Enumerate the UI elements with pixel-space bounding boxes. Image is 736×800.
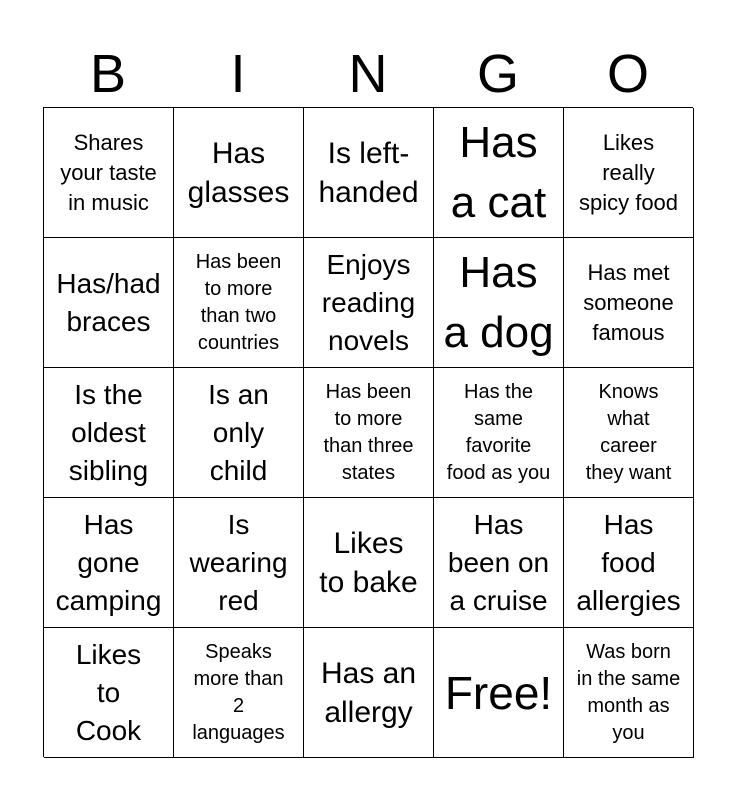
bingo-square[interactable]	[434, 368, 564, 498]
bingo-square[interactable]	[304, 238, 434, 368]
bingo-square-label: Is an only child	[208, 378, 269, 486]
bingo-square-label: Is the oldest sibling	[68, 378, 149, 486]
header-letter-o: O	[606, 44, 649, 104]
bingo-square[interactable]	[564, 108, 694, 238]
bingo-square-label: Speaks more than 2 languages	[192, 640, 285, 744]
bingo-square-label: Has met someone famous	[583, 259, 674, 345]
bingo-square-label: Has an allergy	[320, 656, 417, 729]
bingo-card-grid	[43, 107, 693, 757]
bingo-square-label: Is left- handed	[318, 136, 419, 209]
bingo-square[interactable]	[304, 108, 434, 238]
bingo-square-label: Has been on a cruise	[447, 508, 550, 616]
bingo-square[interactable]	[174, 628, 304, 758]
bingo-square-label: Is wearing red	[189, 508, 288, 616]
bingo-square[interactable]	[564, 498, 694, 628]
bingo-square[interactable]	[174, 498, 304, 628]
bingo-square[interactable]	[564, 238, 694, 368]
bingo-square[interactable]	[564, 628, 694, 758]
bingo-square[interactable]	[174, 238, 304, 368]
bingo-square[interactable]	[434, 238, 564, 368]
bingo-square-label: Enjoys reading novels	[321, 248, 416, 356]
bingo-square[interactable]	[44, 368, 174, 498]
bingo-square[interactable]	[304, 368, 434, 498]
bingo-square-label: Has the same favorite food as you	[446, 380, 551, 484]
free-space-label: Free!	[444, 666, 553, 719]
bingo-square-label: Knows what career they want	[585, 380, 672, 484]
bingo-square-label: Has food allergies	[576, 508, 681, 616]
bingo-square-label: Has been to more than two countries	[195, 250, 282, 354]
bingo-square[interactable]	[564, 368, 694, 498]
bingo-square[interactable]	[44, 238, 174, 368]
bingo-square[interactable]	[174, 108, 304, 238]
bingo-square[interactable]	[44, 628, 174, 758]
bingo-square-label: Likes to bake	[319, 526, 418, 599]
bingo-square-label: Has a cat	[450, 117, 547, 227]
bingo-square-label: Has/had braces	[56, 267, 161, 337]
bingo-square[interactable]	[304, 628, 434, 758]
header-letter-b: B	[89, 44, 127, 104]
bingo-header	[43, 40, 693, 108]
header-letter-n: N	[348, 44, 388, 104]
bingo-square-label: Has been to more than three states	[323, 380, 414, 484]
bingo-square[interactable]	[44, 108, 174, 238]
bingo-square-label: Likes to Cook	[75, 638, 142, 746]
bingo-square-label: Shares your taste in music	[60, 129, 157, 215]
bingo-square-label: Was born in the same month as you	[576, 640, 681, 744]
bingo-square[interactable]	[434, 498, 564, 628]
header-letter-g: G	[476, 44, 519, 104]
free-space[interactable]	[434, 628, 564, 758]
bingo-square[interactable]	[44, 498, 174, 628]
bingo-square[interactable]	[434, 108, 564, 238]
bingo-square-label: Likes really spicy food	[578, 129, 679, 215]
bingo-square-label: Has glasses	[187, 136, 290, 209]
bingo-square[interactable]	[304, 498, 434, 628]
bingo-square-label: Has a dog	[443, 247, 554, 357]
bingo-square[interactable]	[174, 368, 304, 498]
header-letter-i: I	[230, 44, 246, 104]
bingo-square-label: Has gone camping	[55, 508, 162, 616]
